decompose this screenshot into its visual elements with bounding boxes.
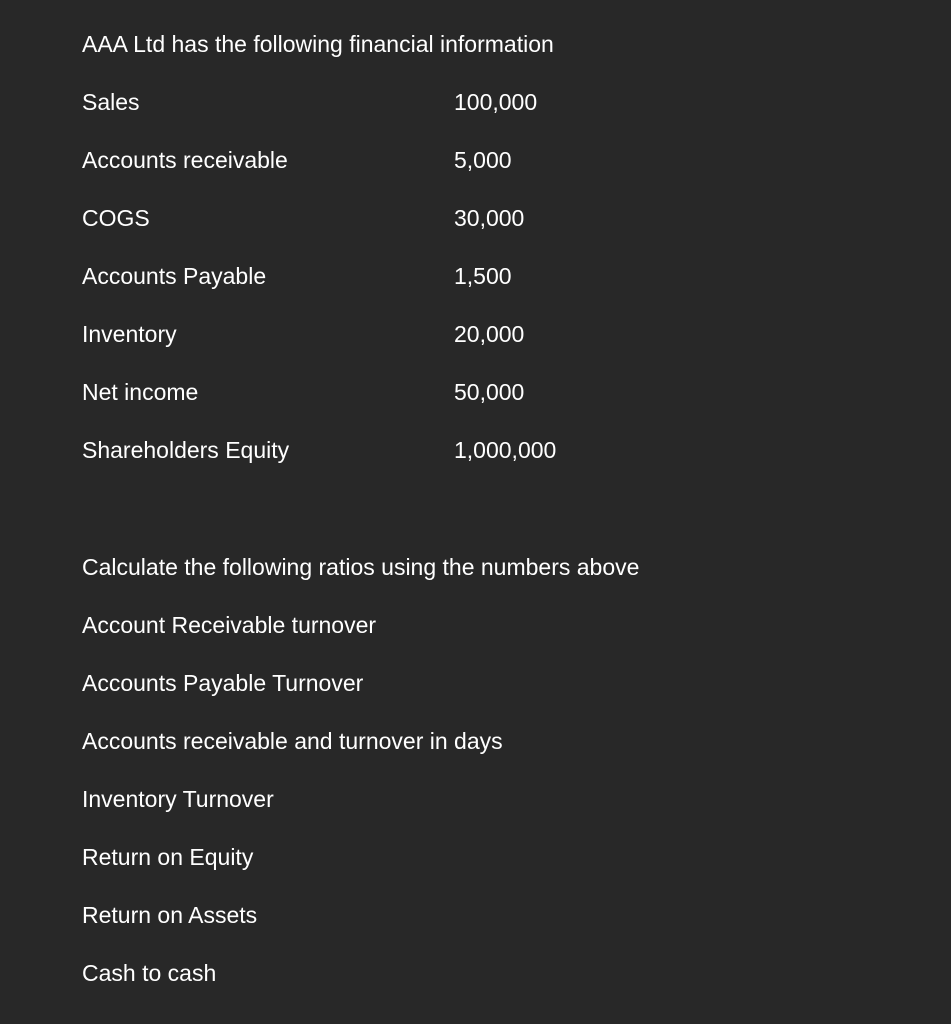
ratio-item: Inventory Turnover [82,786,274,812]
financial-value: 20,000 [454,321,525,347]
financial-row-accounts-payable [0,261,951,291]
ratio-item: Return on Equity [82,844,254,870]
financial-value: 1,000,000 [454,437,557,463]
financial-value: 100,000 [454,89,538,115]
financial-label: Sales [82,89,140,115]
financial-row-shareholders-equity [0,435,951,465]
financial-label: Inventory [82,321,177,347]
financial-row-net-income [0,377,951,407]
document-heading: AAA Ltd has the following financial information [82,31,554,57]
financial-label: Shareholders Equity [82,437,290,463]
financial-row-cogs [0,203,951,233]
ratio-item: Accounts Payable Turnover [82,670,364,696]
financial-label: Accounts Payable [82,263,267,289]
financial-value: 30,000 [454,205,525,231]
financial-label: Accounts receivable [82,147,288,173]
ratio-item: Accounts receivable and turnover in days [82,728,503,754]
ratio-item: Account Receivable turnover [82,612,377,638]
financial-label: Net income [82,379,199,405]
financial-value: 5,000 [454,147,512,173]
financial-row-accounts-receivable [0,145,951,175]
financial-label: COGS [82,205,150,231]
financial-value: 1,500 [454,263,512,289]
ratio-item: Cash to cash [82,960,217,986]
instruction-text: Calculate the following ratios using the numbers above [82,554,640,580]
financial-row-inventory [0,319,951,349]
ratio-item: Return on Assets [82,902,258,928]
financial-row-sales [0,87,951,117]
financial-value: 50,000 [454,379,525,405]
